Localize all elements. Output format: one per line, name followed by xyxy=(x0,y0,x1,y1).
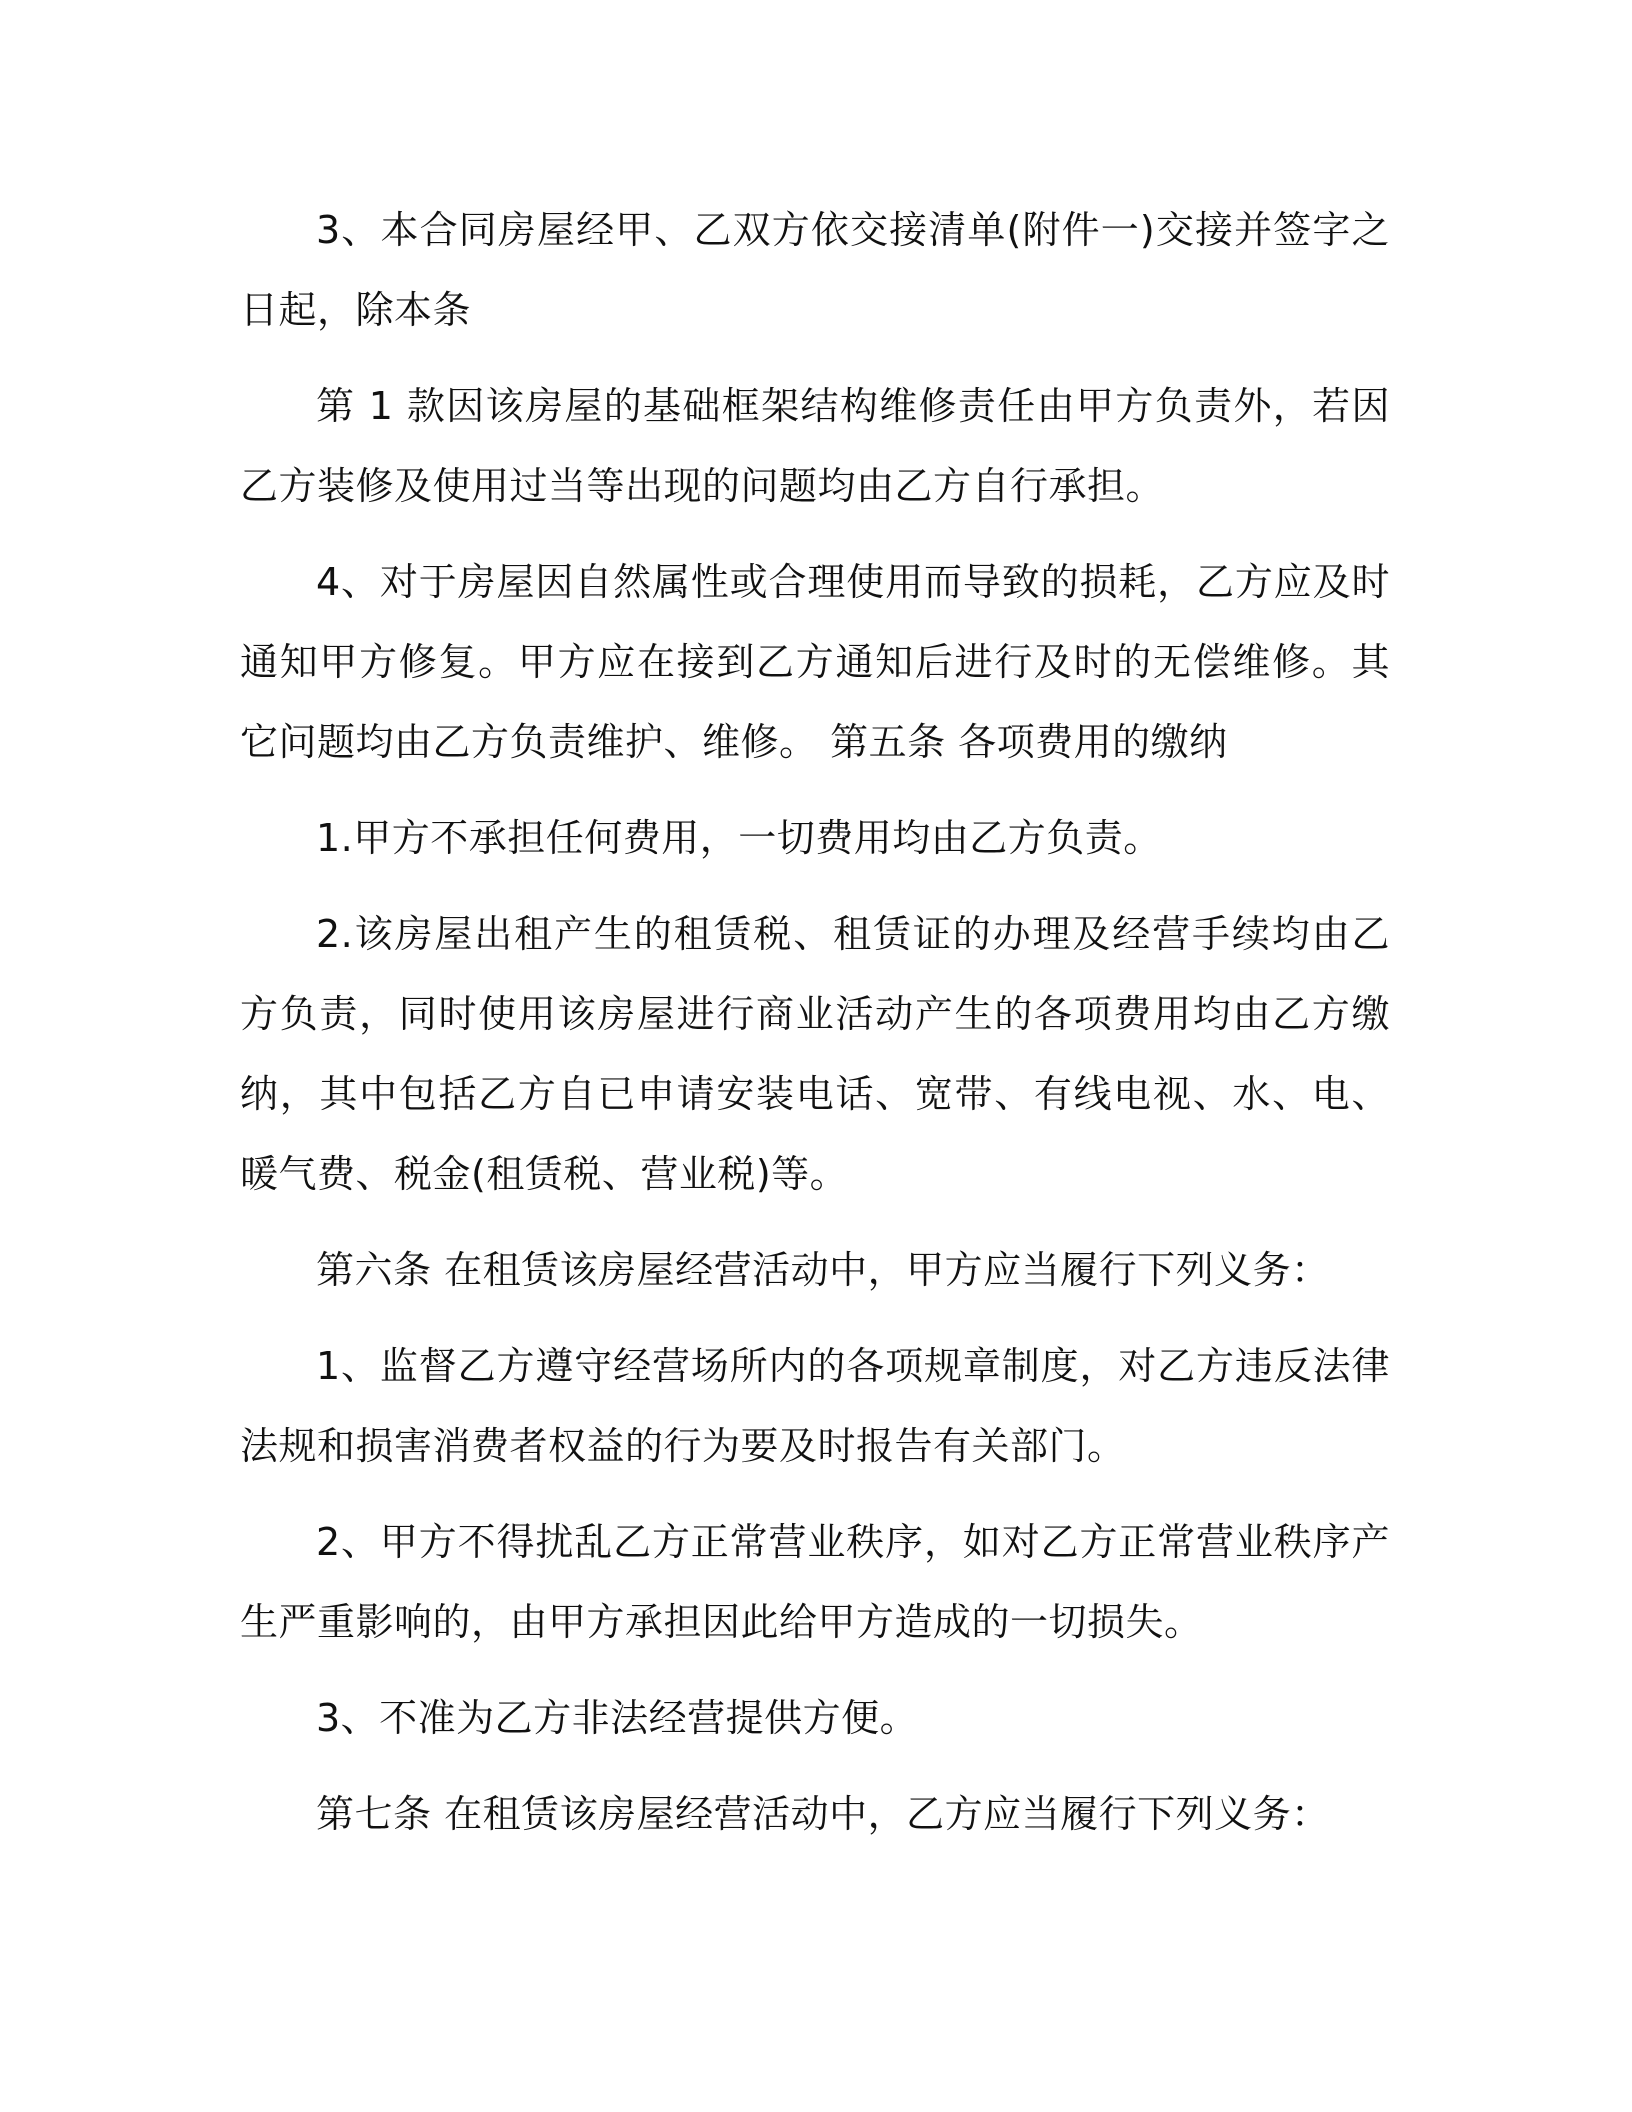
paragraph-8: 2、甲方不得扰乱乙方正常营业秩序，如对乙方正常营业秩序产生严重影响的，由甲方承担因此给甲方造成的一切损失。 xyxy=(240,1520,1390,1644)
document-body xyxy=(240,190,1390,1854)
paragraph-7: 1、监督乙方遵守经营场所内的各项规章制度，对乙方违反法律法规和损害消费者权益的行为要及时报告有关部门。 xyxy=(240,1344,1390,1468)
article-6-heading: 第六条 在租赁该房屋经营活动中，甲方应当履行下列义务： xyxy=(316,1248,1330,1292)
paragraph-5: 2.该房屋出租产生的租赁税、租赁证的办理及经营手续均由乙方负责，同时使用该房屋进行商业活动产生的各项费用均由乙方缴纳，其中包括乙方自已申请安装电话、宽带、有线电视、水、电、暖气费、税金(租赁税、营业税)等。 xyxy=(240,912,1390,1196)
paragraph-2: 第 1 款因该房屋的基础框架结构维修责任由甲方负责外，若因乙方装修及使用过当等出现的问题均由乙方自行承担。 xyxy=(240,384,1390,508)
paragraph-1: 3、本合同房屋经甲、乙双方依交接清单(附件一)交接并签字之日起，除本条 xyxy=(240,208,1390,332)
paragraph-9: 3、不准为乙方非法经营提供方便。 xyxy=(316,1696,919,1740)
paragraph-4: 1.甲方不承担任何费用，一切费用均由乙方负责。 xyxy=(316,816,1162,860)
paragraph-3: 4、对于房屋因自然属性或合理使用而导致的损耗，乙方应及时通知甲方修复。甲方应在接到乙方通知后进行及时的无偿维修。其它问题均由乙方负责维护、维修。 第五条 各项费用的缴纳 xyxy=(240,560,1390,764)
article-7-heading: 第七条 在租赁该房屋经营活动中，乙方应当履行下列义务： xyxy=(316,1792,1330,1836)
